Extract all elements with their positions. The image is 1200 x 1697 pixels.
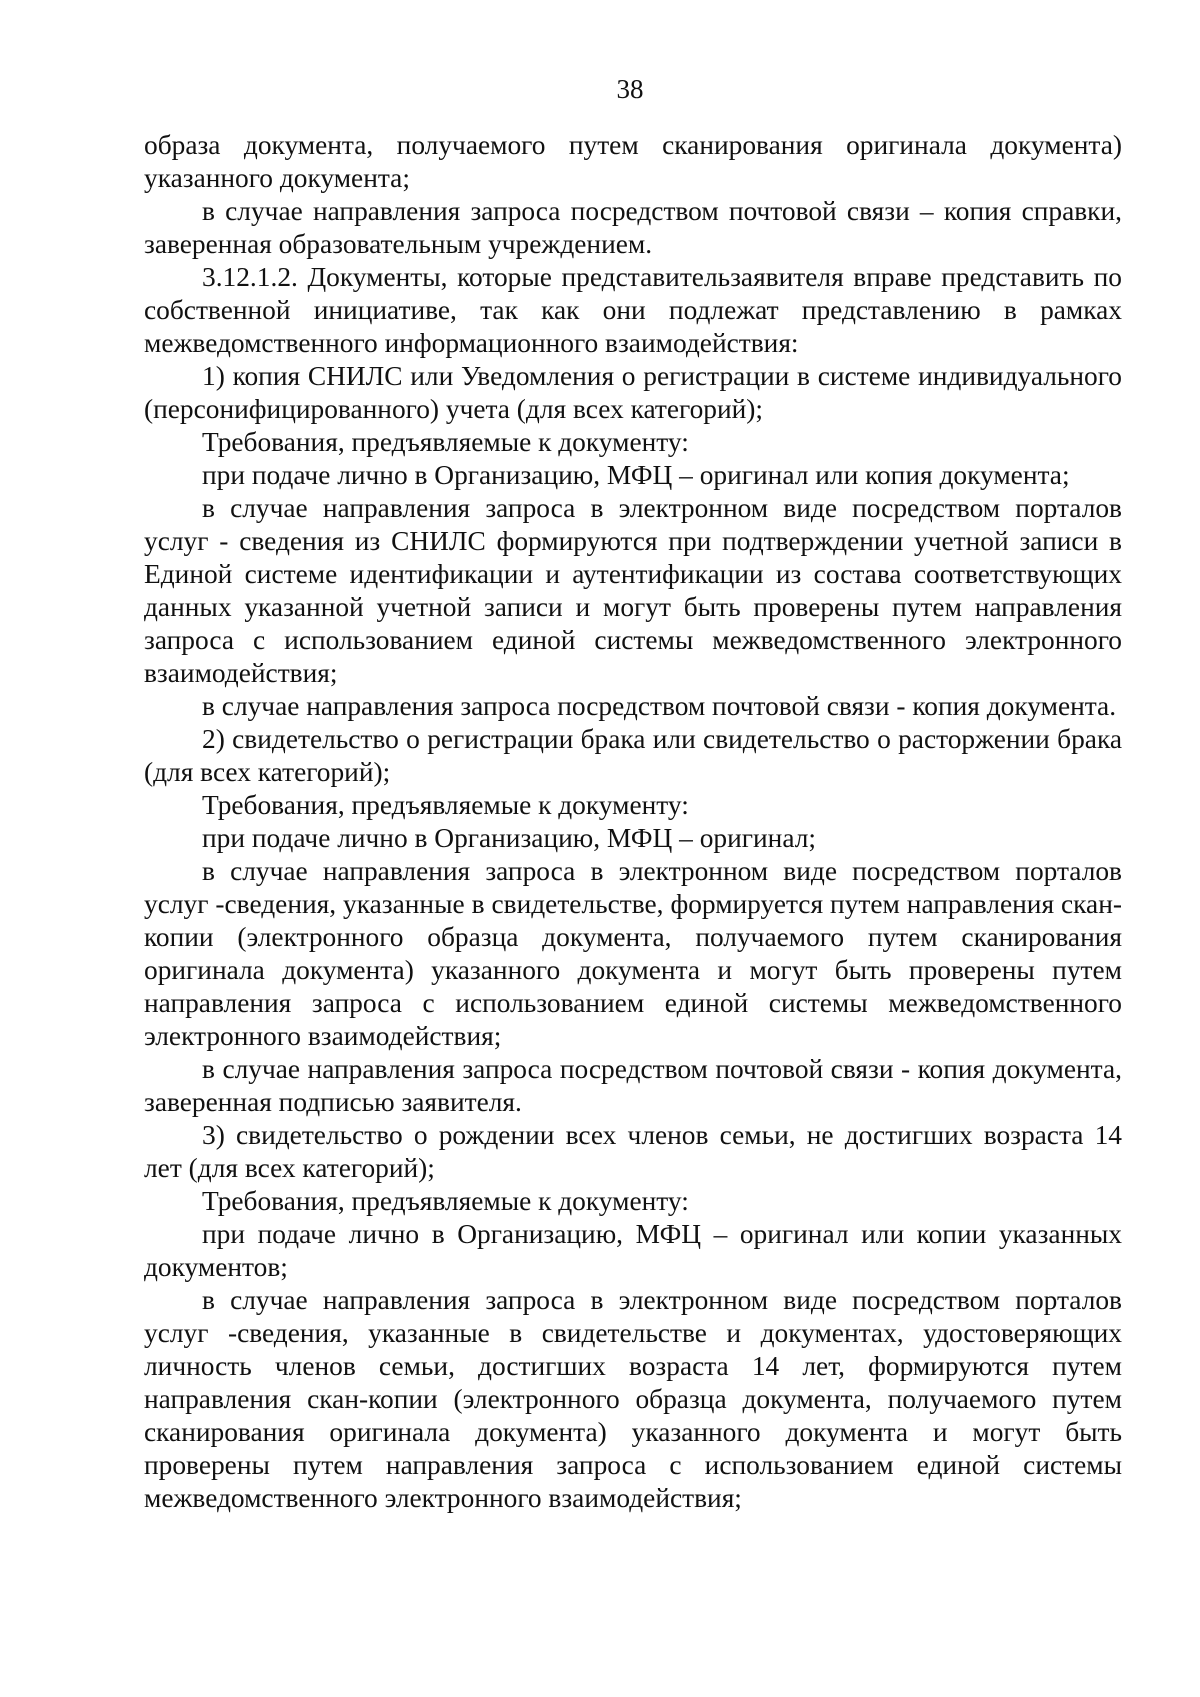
page-number: 38 <box>616 74 644 104</box>
paragraph: при подаче лично в Организацию, МФЦ – оригинал или копия документа; <box>202 460 1070 490</box>
paragraph: 2) свидетельство о регистрации брака или свидетельство о расторжении брака (для всех категорий); <box>144 724 1122 787</box>
document-body <box>144 129 1122 1515</box>
paragraph: Требования, предъявляемые к документу: <box>202 427 689 457</box>
paragraph: в случае направления запроса в электронном виде посредством порталов услуг - сведения из СНИЛС формируются при подтверждении учетной записи в Единой системе идентификации и аутентификации из состава соответствующих данных указанной учетной записи и могут быть проверены путем направления запроса с использованием единой системы межведомственного электронного взаимодействия; <box>144 493 1122 688</box>
paragraph: Требования, предъявляемые к документу: <box>202 1186 689 1216</box>
paragraph: в случае направления запроса в электронном виде посредством порталов услуг -сведения, указанные в свидетельстве, формируется путем направления скан-копии (электронного образца документа, получаемого путем сканирования оригинала документа) указанного документа и могут быть проверены путем направления запроса с использованием единой системы межведомственного электронного взаимодействия; <box>144 856 1122 1051</box>
paragraph: 3) свидетельство о рождении всех членов семьи, не достигших возраста 14 лет (для всех категорий); <box>144 1120 1122 1183</box>
paragraph: при подаче лично в Организацию, МФЦ – оригинал; <box>202 823 817 853</box>
paragraph: в случае направления запроса посредством почтовой связи - копия документа, заверенная подписью заявителя. <box>144 1054 1122 1117</box>
paragraph: Требования, предъявляемые к документу: <box>202 790 689 820</box>
paragraph: при подаче лично в Организацию, МФЦ – оригинал или копии указанных документов; <box>144 1219 1122 1282</box>
paragraph: образа документа, получаемого путем сканирования оригинала документа) указанного документа; <box>144 130 1122 193</box>
paragraph: 3.12.1.2. Документы, которые представительзаявителя вправе представить по собственной инициативе, так как они подлежат представлению в рамках межведомственного информационного взаимодействия: <box>144 262 1122 358</box>
paragraph: в случае направления запроса посредством почтовой связи - копия документа. <box>202 691 1117 721</box>
paragraph: в случае направления запроса в электронном виде посредством порталов услуг -сведения, указанные в свидетельстве и документах, удостоверяющих личность членов семьи, достигших возраста 14 лет, формируются путем направления скан-копии (электронного образца документа, получаемого путем сканирования оригинала документа) указанного документа и могут быть проверены путем направления запроса с использованием единой системы межведомственного электронного взаимодействия; <box>144 1285 1122 1513</box>
paragraph: 1) копия СНИЛС или Уведомления о регистрации в системе индивидуального (персонифицированного) учета (для всех категорий); <box>144 361 1122 424</box>
paragraph: в случае направления запроса посредством почтовой связи – копия справки, заверенная образовательным учреждением. <box>144 196 1122 259</box>
